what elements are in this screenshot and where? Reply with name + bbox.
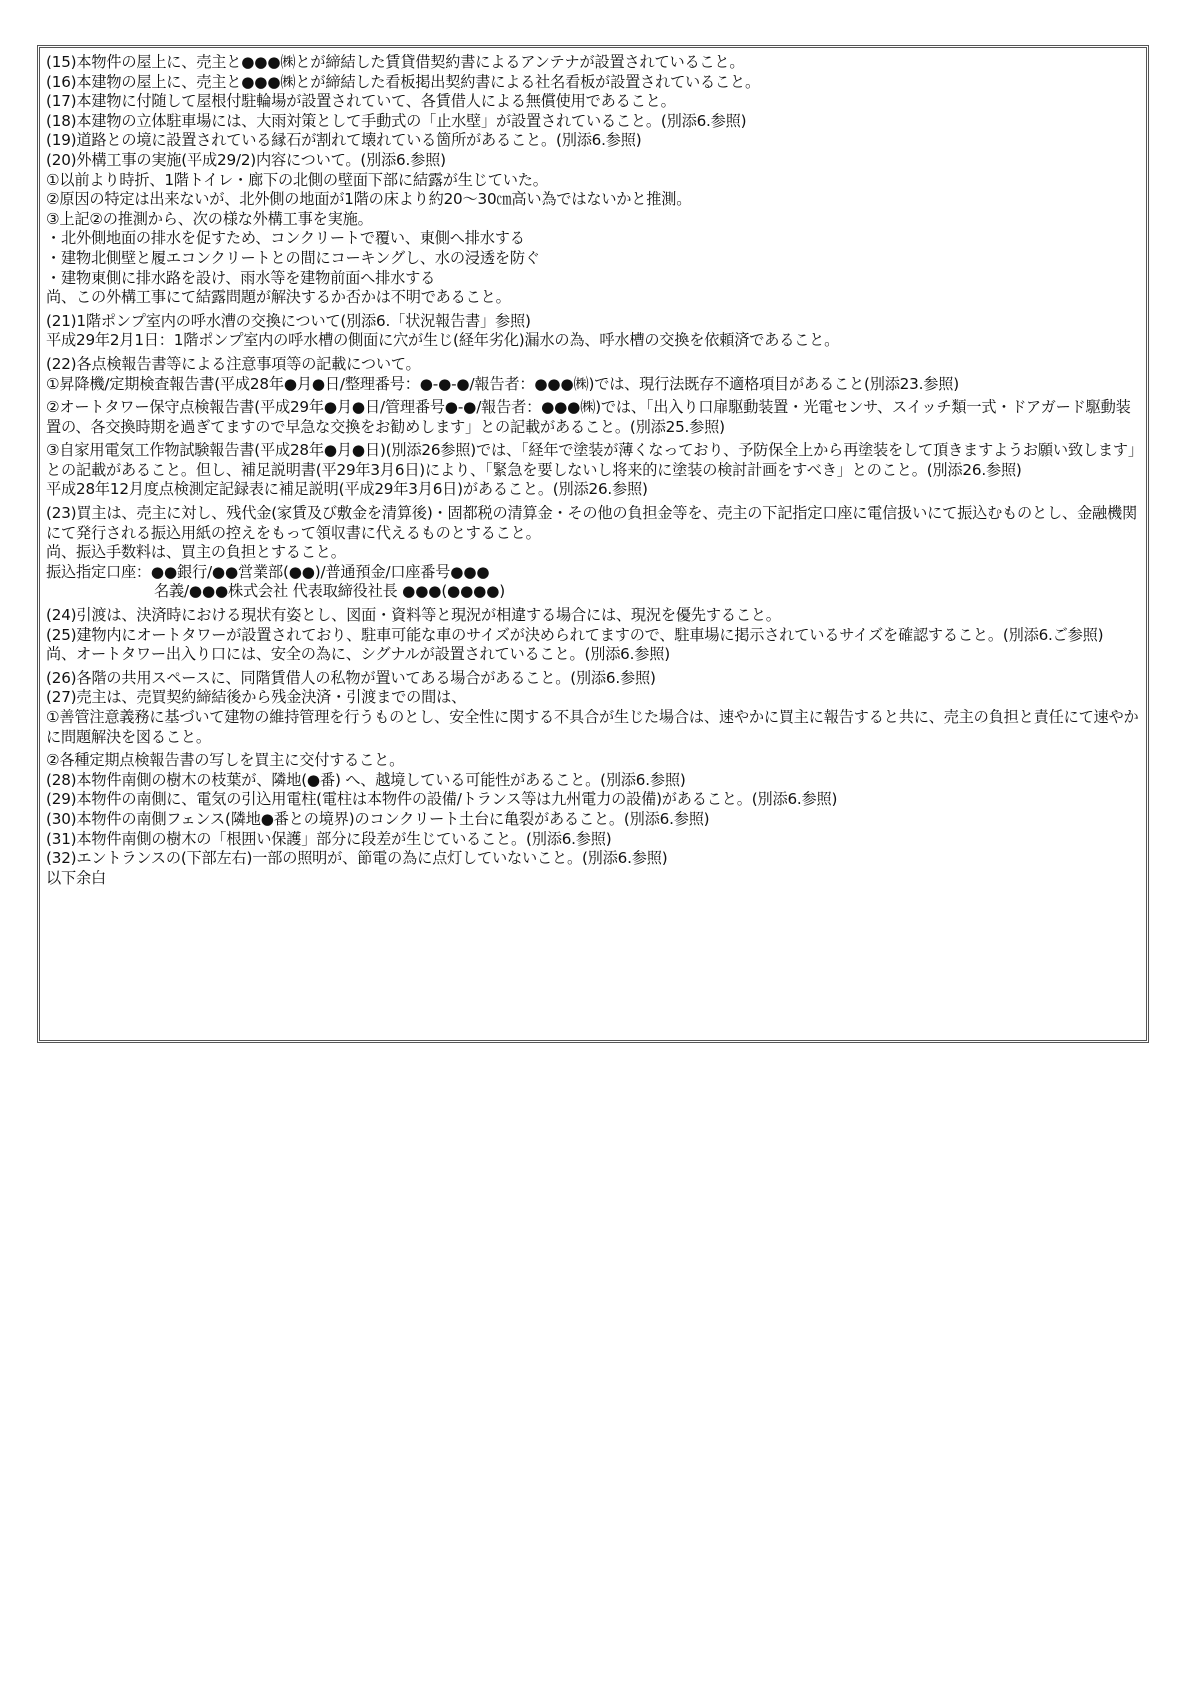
provision-line: (17)本建物に付随して屋根付駐輪場が設置されていて、各賃借人による無償使用であること。 xyxy=(46,92,676,111)
provision-line: ①以前より時折、1階トイレ・廊下の北側の壁面下部に結露が生じていた。 xyxy=(46,170,548,189)
provision-line: (19)道路との境に設置されている縁石が割れて壊れている箇所があること。(別添6.参照) xyxy=(46,131,642,150)
provision-line: (26)各階の共用スペースに、同階賃借人の私物が置いてある場合があること。(別添6.参照) xyxy=(46,668,656,687)
provision-line: (27)売主は、売買契約締結後から残金決済・引渡までの間は、 xyxy=(46,688,467,707)
provision-line: (15)本物件の屋上に、売主と●●●㈱とが締結した賃貸借契約書によるアンテナが設置されていること。 xyxy=(46,53,745,71)
provision-line: (30)本物件の南側フェンス(隣地●番との境界)のコンクリート土台に亀裂があること。(別添6.参照) xyxy=(46,809,710,828)
provision-line: ・北外側地面の排水を促すため、コンクリートで覆い、東側へ排水する xyxy=(46,229,525,248)
provision-line: (32)エントランスの(下部左右)一部の照明が、節電の為に点灯していないこと。(別添6.参照) xyxy=(46,849,668,868)
provision-line: ①昇降機/定期検査報告書(平成28年●月●日/整理番号：●-●-●/報告者：●●●㈱)では、現行法既存不適格項目があること(別添23.参照) xyxy=(46,374,959,393)
provision-line: (24)引渡は、決済時における現状有姿とし、図面・資料等と現況が相違する場合には、現況を優先すること。 xyxy=(46,606,781,625)
provision-line: ②オートタワー保守点検報告書(平成29年●月●日/管理番号●-●/報告者：●●●㈱)では、「出入り口扉駆動装置・光電センサ、スイッチ類一式・ドアガード駆動装置の、各交換時期を過ぎてますので早急な交換をお勧めします」との記載があること。(別添25.参照) xyxy=(46,398,1131,436)
special-provisions-box xyxy=(37,45,1149,1043)
provisions-text-block xyxy=(46,53,1140,888)
provision-line: ・建物北側壁と履エコンクリートとの間にコーキングし、水の浸透を防ぐ xyxy=(46,248,540,267)
provision-line: (25)建物内にオートタワーが設置されており、駐車可能な車のサイズが決められてますので、駐車場に掲示されているサイズを確認すること。(別添6.ご参照) xyxy=(46,625,1104,644)
provision-line: 平成29年2月1日：1階ポンプ室内の呼水槽の側面に穴が生じ(経年劣化)漏水の為、呼水槽の交換を依頼済であること。 xyxy=(46,331,840,350)
provision-line: ③自家用電気工作物試験報告書(平成28年●月●日)(別添26参照)では、「経年で塗装が薄くなっており、予防保全上から再塗装をして頂きますようお願い致します」との記載があること。但し、補足説明書(平29年3月6日)により、「緊急を要しないし将来的に塗装の検討計画をすべき」とのこと。(別添26.参照) xyxy=(46,441,1136,479)
provision-line: 名義/●●●株式会社 代表取締役社長 ●●●(●●●●) xyxy=(154,582,505,601)
provision-line: ③上記②の推測から、次の様な外構工事を実施。 xyxy=(46,209,373,228)
provision-line: ②原因の特定は出来ないが、北外側の地面が1階の床より約20～30㎝高い為ではないかと推測。 xyxy=(46,190,692,209)
provision-line: 平成28年12月度点検測定記録表に補足説明(平成29年3月6日)があること。(別添26.参照) xyxy=(46,480,648,499)
provision-line: 振込指定口座：●●銀行/●●営業部(●●)/普通預金/口座番号●●● xyxy=(46,562,490,581)
provision-line: ・建物東側に排水路を設け、雨水等を建物前面へ排水する xyxy=(46,268,436,287)
provision-line: 尚、振込手数料は、買主の負担とすること。 xyxy=(46,543,346,562)
provision-line: ②各種定期点検報告書の写しを買主に交付すること。 xyxy=(46,751,405,770)
provision-line: (28)本物件南側の樹木の枝葉が、隣地(●番) へ、越境している可能性があること。(別添6.参照) xyxy=(46,770,686,789)
provision-line: (29)本物件の南側に、電気の引込用電柱(電柱は本物件の設備/トランス等は九州電力の設備)があること。(別添6.参照) xyxy=(46,790,838,809)
provision-line: (22)各点検報告書等による注意事項等の記載について。 xyxy=(46,354,421,373)
provision-line: (20)外構工事の実施(平成29/2)内容について。(別添6.参照) xyxy=(46,150,446,169)
provision-line: (31)本物件南側の樹木の「根囲い保護」部分に段差が生じていること。(別添6.参照) xyxy=(46,829,612,848)
provision-line: (16)本建物の屋上に、売主と●●●㈱とが締結した看板掲出契約書による社名看板が設置されていること。 xyxy=(46,72,760,91)
provision-line: (23)買主は、売主に対し、残代金(家賃及び敷金を清算後)・固都税の清算金・その他の負担金等を、売主の下記指定口座に電信扱いにて振込むものとし、金融機関にて発行される振込用紙の控えをもって領収書に代えるものとすること。 xyxy=(46,504,1137,542)
provision-line: 以下余白 xyxy=(46,868,106,887)
provision-line: (18)本建物の立体駐車場には、大雨対策として手動式の「止水壁」が設置されていること。(別添6.参照) xyxy=(46,111,747,130)
provision-line: ①善管注意義務に基づいて建物の維持管理を行うものとし、安全性に関する不具合が生じた場合は、速やかに買主に報告すると共に、売主の負担と責任にて速やかに問題解決を図ること。 xyxy=(46,708,1139,746)
provision-line: 尚、オートタワー出入り口には、安全の為に、シグナルが設置されていること。(別添6.参照) xyxy=(46,645,670,664)
provision-line: 尚、この外構工事にて結露問題が解決するか否かは不明であること。 xyxy=(46,288,511,307)
provision-line: (21)1階ポンプ室内の呼水漕の交換について(別添6.「状況報告書」参照) xyxy=(46,311,531,330)
